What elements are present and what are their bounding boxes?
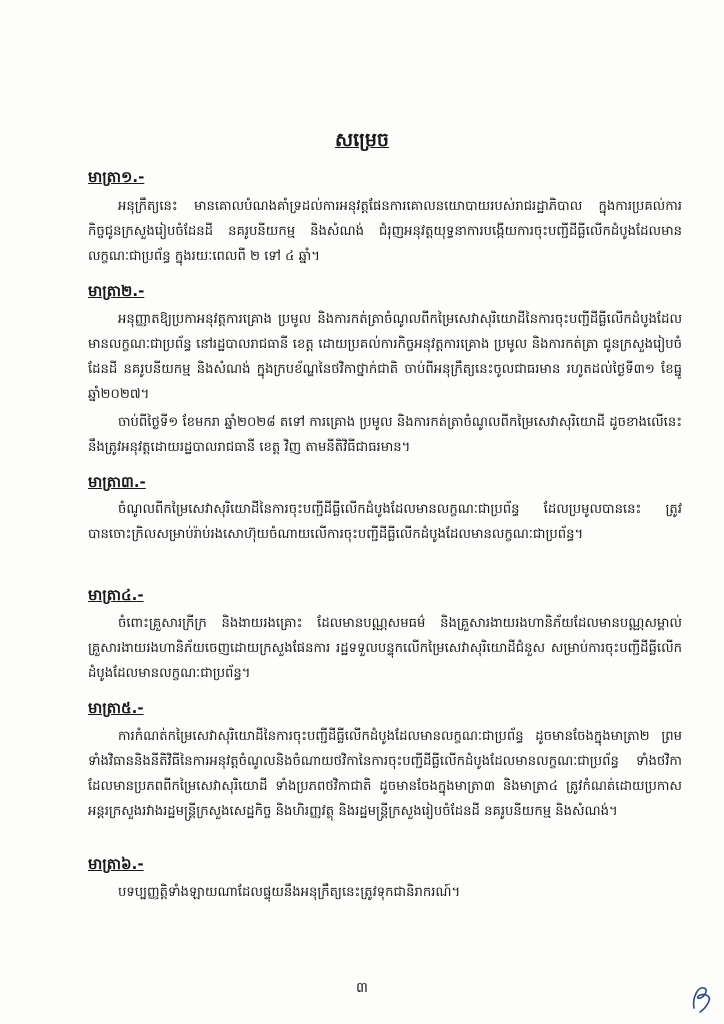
article-1-paragraph-1: អនុក្រឹត្យនេះ មានគោលបំណងគាំទ្រដល់ការអនុវត្តផែនការគោលនយោបាយរបស់រាជរដ្ឋាភិបាល ក្នុងការប្រគល់ការកិច្ចជូនក្រសួងរៀបចំដែនដី នគរូបនីយកម្ម និងសំណង់ ជំរុញអនុវត្តយុទ្ធនាការបង្កើយការចុះបញ្ជីដីធ្លីលើកដំបូងដែលមានលក្ខណៈជាប្រព័ន្ធ ក្នុងរយៈពេលពី ២ ទៅ ៤ ឆ្នាំ។ (88, 199, 682, 264)
page-number: ៣ (356, 980, 368, 996)
article-5-title: មាត្រា៥.- (88, 699, 144, 717)
article-1-title: មាត្រា១.- (88, 168, 145, 186)
article-2-paragraph-2: ចាប់ពីថ្ងៃទី១ ខែមករា ឆ្នាំ២០២៨ តទៅ ការគ្រោង ប្រមូល និងការកត់ត្រាចំណូលពីកម្រៃសេវាសុរិយោដី ដូចខាងលើនេះ នឹងត្រូវអនុវត្តដោយរដ្ឋបាលរាជធានី ខេត្ត វិញ តាមនីតិវិធីជាធរមាន។ (88, 415, 682, 455)
article-4-paragraph-1: ចំពោះគ្រួសារក្រីក្រ និងងាយរងគ្រោះ ដែលមានបណ្ណសមធម៌ និងគ្រួសារងាយរងហានិភ័យដែលមានបណ្ណសម្គាល់គ្រួសារងាយរងហានិភ័យចេញដោយក្រសួងផែនការ រដ្ឋទទួលបន្ទុកលើកម្រៃសេវាសុរិយោដីជំនួស សម្រាប់ការចុះបញ្ជីដីធ្លីលើកដំបូងដែលមានលក្ខណៈជាប្រព័ន្ធ។ (88, 616, 682, 681)
article-6-title: មាត្រា៦.- (88, 855, 144, 873)
article-4-title: មាត្រា៤.- (88, 586, 144, 604)
article-2-paragraph-1: អនុញ្ញាតឱ្យប្រកាអនុវត្តការគ្រោង ប្រមូល និងការកត់ត្រាចំណូលពីកម្រៃសេវាសុរិយោដីនៃការចុះបញ្ជីដីធ្លីលើកដំបូងដែលមានលក្ខណៈជាប្រព័ន្ធ នៅរដ្ឋបាលរាជធានី ខេត្ត ដោយប្រគល់ការកិច្ចអនុវត្តការគ្រោង ប្រមូល និងការកត់ត្រា ជូនក្រសួងរៀបចំដែនដី នគរូបនីយកម្ម និងសំណង់ ក្នុងក្របខ័ណ្ឌនៃថវិកាថ្នាក់ជាតិ ចាប់ពីអនុក្រឹត្យនេះចូលជាធរមាន រហូតដល់ថ្ងៃទី៣១ ខែធ្នូ ឆ្នាំ២០២៧។ (88, 312, 682, 402)
article-3-paragraph-1: ចំណូលពីកម្រៃសេវាសុរិយោដីនៃការចុះបញ្ជីដីធ្លីលើកដំបូងដែលមានលក្ខណៈជាប្រព័ន្ធ ដែលប្រមូលបាននេះ ត្រូវបានចោះក្រិលសម្រាប់រ៉ាប់រងសោហ៊ុយចំណាយលើការចុះបញ្ជីដីធ្លីលើកដំបូងដែលមានលក្ខណៈជាប្រព័ន្ធ។ (88, 502, 682, 542)
initials-signature-icon (688, 978, 716, 1016)
article-3-title: មាត្រា៣.- (88, 473, 146, 491)
article-6-paragraph-1: បទប្បញ្ញត្តិទាំងឡាយណាដែលផ្ទុយនឹងអនុក្រឹត្យនេះត្រូវទុកជានិរាករណ៍។ (118, 885, 461, 900)
document-heading: សម្រេច (335, 129, 389, 151)
article-2-title: មាត្រា២.- (88, 282, 145, 300)
article-5-paragraph-1: ការកំណត់កម្រៃសេវាសុរិយោដីនៃការចុះបញ្ជីដីធ្លីលើកដំបូងដែលមានលក្ខណៈជាប្រព័ន្ធ ដូចមានចែងក្នុងមាត្រា២ ព្រមទាំងវិធាននិងនីតិវិធីនៃការអនុវត្តចំណូលនិងចំណាយថវិកានៃការចុះបញ្ជីដីធ្លីលើកដំបូងដែលមានលក្ខណៈជាប្រព័ន្ធ ទាំងថវិកាដែលមានប្រភពពីកម្រៃសេវាសុរិយោដី ទាំងប្រភពថវិកាជាតិ ដូចមានចែងក្នុងមាត្រា៣ និងមាត្រា៤ ត្រូវកំណត់ដោយប្រកាសអន្តរក្រសួងរវាងរដ្ឋមន្ត្រីក្រសួងសេដ្ឋកិច្ច និងហិរញ្ញវត្ថុ និងរដ្ឋមន្ត្រីក្រសួងរៀបចំដែនដី នគរូបនីយកម្ម និងសំណង់។ (88, 729, 682, 819)
